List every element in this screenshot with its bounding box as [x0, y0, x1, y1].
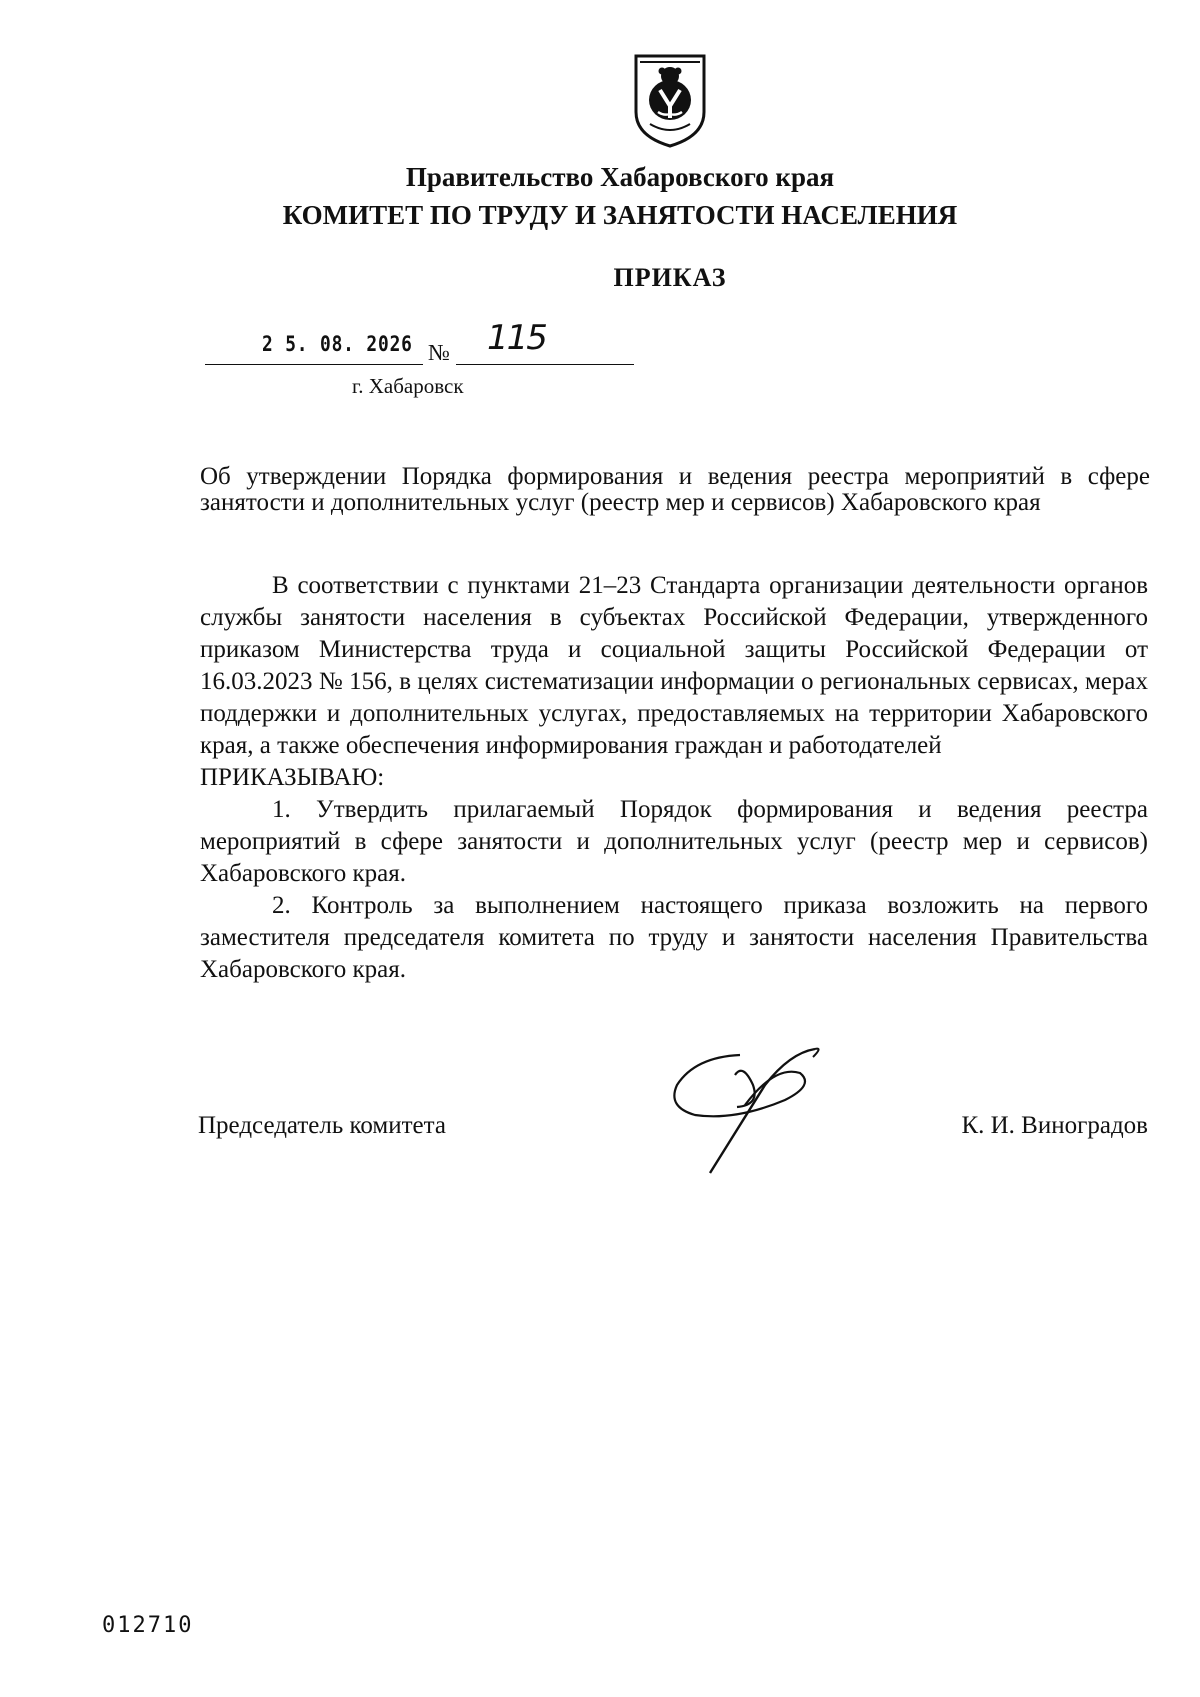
coat-of-arms-icon — [630, 50, 710, 150]
document-date: 2 5. 08. 2026 — [262, 332, 413, 356]
government-name: Правительство Хабаровского края — [405, 162, 835, 192]
document-body — [200, 570, 1148, 986]
committee-name: КОМИТЕТ ПО ТРУДУ И ЗАНЯТОСТИ НАСЕЛЕНИЯ — [282, 200, 958, 230]
document-subject: Об утверждении Порядка формирования и ведения реестра мероприятий в сфере занятости и дополнительных услуг (реестр мер и сервисов) Хабаровского края — [200, 463, 1150, 516]
number-underline — [456, 364, 634, 365]
preamble-paragraph: В соответствии с пунктами 21–23 Стандарта организации деятельности органов службы занятости населения в субъектах Российской Федерации, утвержденного приказом Министерства труда и социальной защиты Российской Федерации от 16.03.2023 № 156, в целях систематизации информации о региональных сервисах, мерах поддержки и дополнительных услугах, предоставляемых на территории Хабаровского края, а также обеспечения информирования граждан и работодателей — [200, 572, 1148, 759]
date-underline — [205, 364, 423, 365]
document-number: 115 — [487, 318, 546, 358]
document-type-title: ПРИКАЗ — [613, 263, 727, 292]
signatory-position: Председатель комитета — [198, 1112, 446, 1139]
registration-code: 012710 — [102, 1613, 194, 1638]
order-word: ПРИКАЗЫВАЮ: — [200, 764, 385, 791]
handwritten-signature-icon — [665, 1045, 825, 1175]
issue-city: г. Хабаровск — [352, 374, 464, 398]
order-item-2: 2. Контроль за выполнением настоящего приказа возложить на первого заместителя председателя комитета по труду и занятости населения Правительства Хабаровского края. — [200, 892, 1148, 983]
signatory-name: К. И. Виноградов — [961, 1112, 1148, 1139]
number-label: № — [428, 340, 450, 365]
order-item-1: 1. Утвердить прилагаемый Порядок формирования и ведения реестра мероприятий в сфере занятости и дополнительных услуг (реестр мер и сервисов) Хабаровского края. — [200, 796, 1148, 887]
